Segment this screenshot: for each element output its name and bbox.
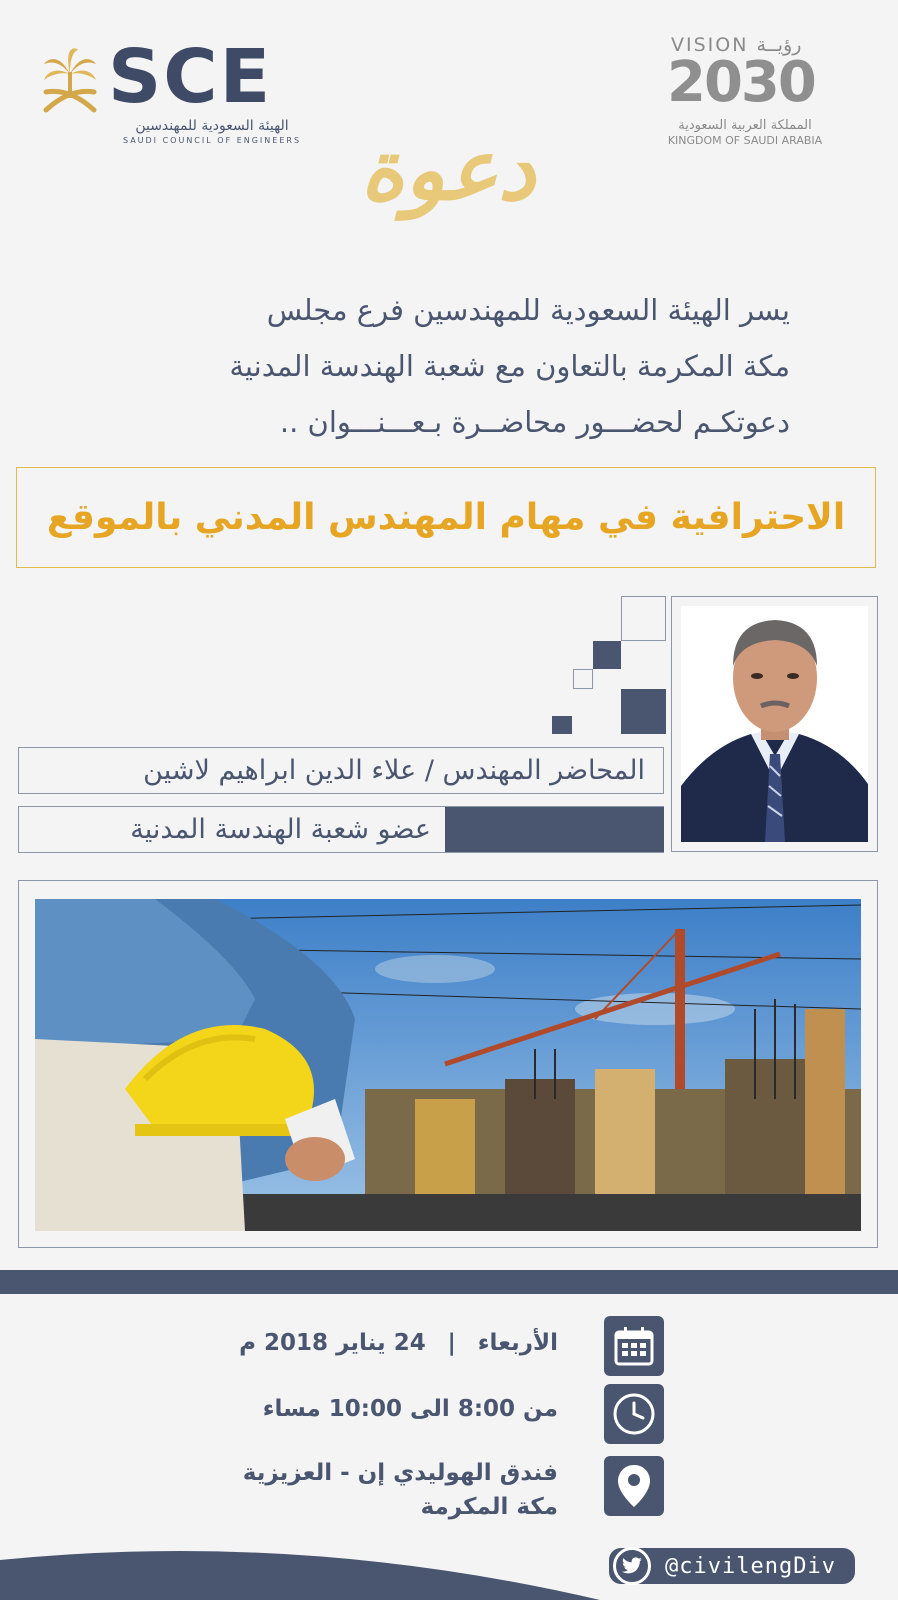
construction-image-frame (18, 880, 878, 1248)
sce-logo (40, 34, 302, 150)
vision-arabic-kingdom: المملكة العربية السعودية (678, 118, 812, 133)
square-fill-tiny (552, 716, 572, 734)
speaker-membership-box (18, 806, 664, 853)
vision-english-kingdom: KINGDOM OF SAUDI ARABIA (667, 134, 823, 147)
palm-swords-icon (40, 44, 100, 114)
speaker-portrait (681, 606, 868, 842)
sce-letters: SCE (108, 34, 273, 120)
date-separator: | (447, 1330, 456, 1356)
lecture-title: الاحترافية في مهام المهندس المدني بالموقع (46, 497, 846, 538)
vision-top-line: VISION رؤيــة (671, 34, 802, 56)
event-day: الأربعاء (477, 1330, 558, 1356)
membership-accent-bar (445, 807, 664, 852)
construction-scene (35, 899, 861, 1231)
speaker-name-box (18, 747, 664, 794)
location-pin-icon (604, 1456, 664, 1516)
speaker-photo (681, 606, 868, 842)
decorative-squares (548, 596, 668, 736)
square-fill-large (621, 689, 666, 734)
square-outline-large (621, 596, 666, 641)
venue-line-1: فندق الهوليدي إن - العزيزية (242, 1460, 558, 1486)
event-time: من 8:00 الى 10:00 مساء (262, 1396, 558, 1422)
speaker-membership: عضو شعبة الهندسة المدنية (130, 814, 431, 845)
twitter-handle: @civilengDiv (665, 1553, 836, 1579)
calendar-icon (604, 1316, 664, 1376)
intro-line-2: مكة المكرمة بالتعاون مع شعبة الهندسة المدنية (229, 349, 790, 383)
event-date-row (200, 1330, 558, 1356)
vision-year: 2030 (667, 50, 815, 115)
construction-image (35, 899, 861, 1231)
square-fill-small (593, 641, 621, 669)
invitation-calligraphy (338, 100, 558, 250)
intro-line-1: يسر الهيئة السعودية للمهندسين فرع مجلس (266, 293, 790, 327)
vision-2030-logo (665, 34, 835, 147)
lecture-title-box (16, 467, 876, 568)
twitter-bird-icon (613, 1547, 651, 1585)
speaker-photo-frame (671, 596, 878, 852)
speaker-name: المحاضر المهندس / علاء الدين ابراهيم لاشين (143, 755, 645, 786)
sce-english-name: SAUDI COUNCIL OF ENGINEERS (122, 136, 302, 145)
event-venue (200, 1456, 558, 1524)
event-date: 24 يناير 2018 م (239, 1330, 426, 1356)
divider-band (0, 1270, 898, 1294)
intro-paragraph (100, 282, 790, 450)
venue-line-2: مكة المكرمة (420, 1494, 558, 1520)
square-outline-small (573, 669, 593, 689)
clock-icon (604, 1384, 664, 1444)
sce-arabic-name: الهيئة السعودية للمهندسين (135, 118, 289, 134)
invitation-word: دعوة (360, 120, 536, 219)
intro-line-3: دعوتكـم لحضـــور محاضــرة بـعـــنـــوان .. (279, 405, 790, 439)
twitter-handle-badge[interactable] (609, 1548, 855, 1584)
